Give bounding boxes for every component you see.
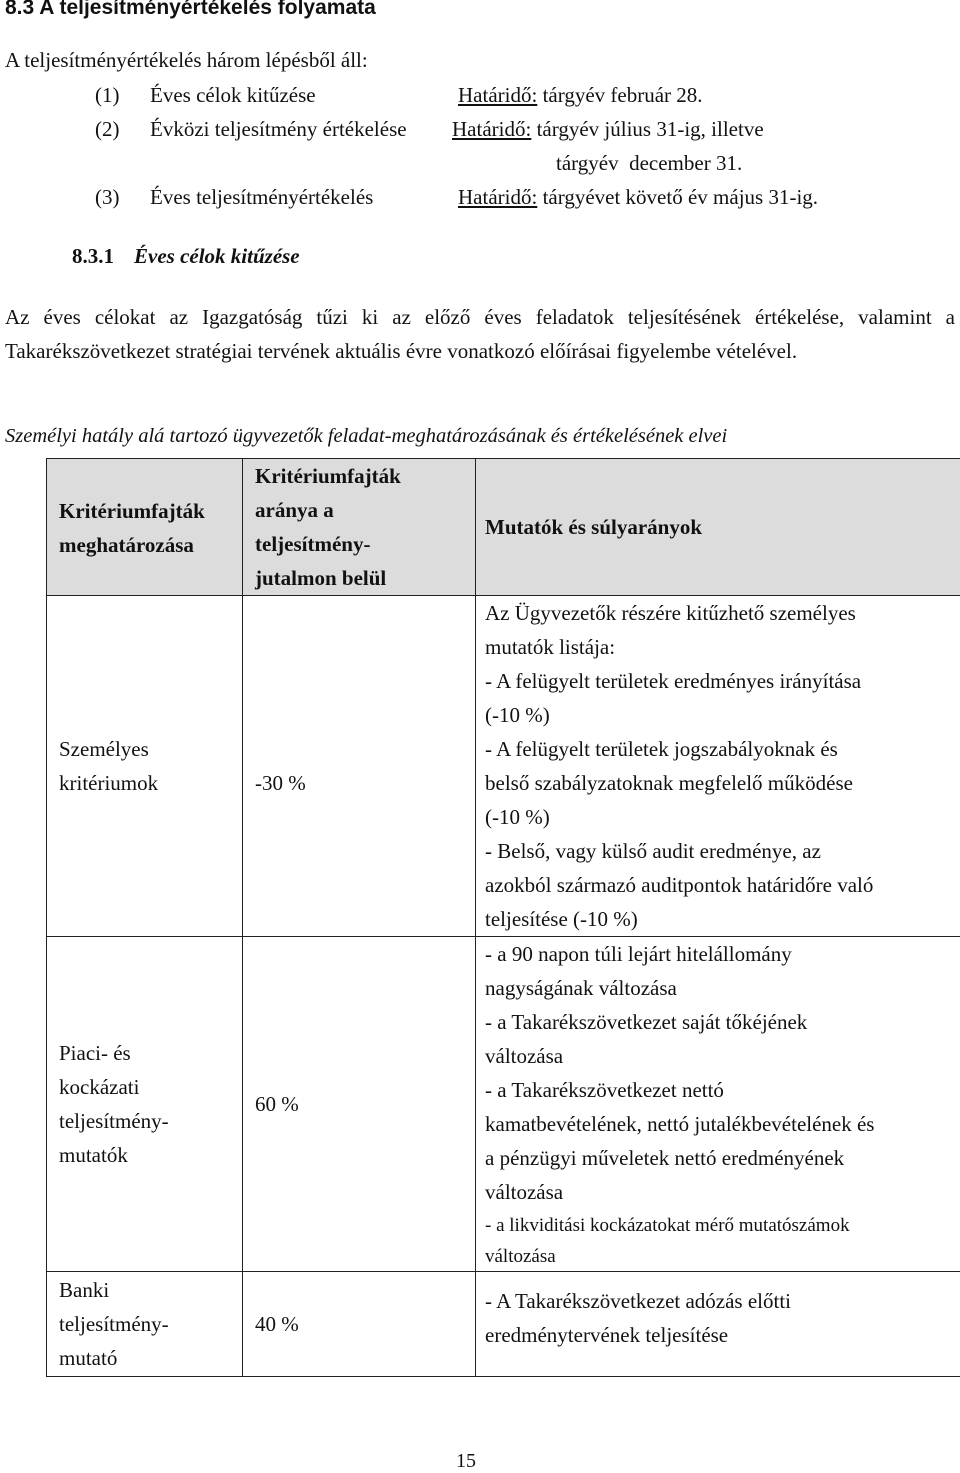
table-row — [47, 937, 960, 1272]
step-3-name: Éves teljesítményértékelés — [150, 185, 374, 209]
step-3-number: (3) — [95, 185, 120, 209]
step-2-deadline-cont: tárgyév december 31. — [556, 151, 743, 175]
deadline-label: Határidő: — [458, 83, 538, 107]
step-1-number: (1) — [95, 83, 120, 107]
intro-text: A teljesítményértékelés három lépésből áll: — [5, 48, 368, 72]
table-caption: Személyi hatály alá tartozó ügyvezetők feladat-meghatározásának és értékelésének elvei — [5, 425, 728, 447]
indicators-cell: - a 90 napon túli lejárt hitelállomány nagyságának változása - a Takarékszövetkezet saját tőkéjének változása - a Takarékszövetkezet nettó kamatbevételének, nettó jutalékbevételének és a pénzügyi műveletek nettó eredményének változása - a likviditási kockázatokat mérő mutatószámok változása — [476, 937, 960, 1272]
criteria-cell: Személyes kritériumok — [47, 596, 243, 937]
header-indicators: Mutatók és súlyarányok — [476, 459, 960, 596]
table-row — [47, 1272, 960, 1377]
step-2-name: Évközi teljesítmény értékelése — [150, 117, 407, 141]
ratio-cell: 40 % — [243, 1272, 476, 1377]
ratio-cell: -30 % — [243, 596, 476, 937]
indicators-cell: Az Ügyvezetők részére kitűzhető személyes mutatók listája: - A felügyelt területek eredményes irányítása (-10 %) - A felügyelt területek jogszabályoknak és belső szabályzatoknak megfelelő működése (-10 %) - Belső, vagy külső audit eredménye, az azokból származó auditpontok határidőre való teljesítése (-10 %) — [476, 596, 960, 937]
step-1-deadline — [458, 83, 703, 108]
section-title: 8.3 A teljesítményértékelés folyamata — [5, 0, 376, 19]
header-criteria-ratio: Kritériumfajták aránya a teljesítmény- jutalmon belül — [243, 459, 476, 596]
criteria-cell: Piaci- és kockázati teljesítmény- mutatók — [47, 937, 243, 1272]
step-3-deadline — [458, 185, 818, 210]
deadline-label: Határidő: — [452, 117, 532, 141]
body-paragraph: Az éves célokat az Igazgatóság tűzi ki az előző éves feladatok teljesítésének értékelése, valamint a Takarékszövetkezet stratégiai tervének aktuális évre vonatkozó előírásai figyelembe vételével. — [5, 305, 955, 363]
deadline-value: tárgyévet követő év május 31-ig. — [542, 185, 819, 209]
criteria-table — [46, 458, 960, 1377]
subsection-heading — [72, 244, 300, 269]
header-criteria-definition: Kritériumfajták meghatározása — [47, 459, 243, 596]
page-number: 15 — [456, 1450, 476, 1472]
step-1-name: Éves célok kitűzése — [150, 83, 316, 107]
ratio-cell: 60 % — [243, 937, 476, 1272]
step-2-deadline — [452, 117, 764, 142]
criteria-cell: Banki teljesítmény- mutató — [47, 1272, 243, 1377]
deadline-value: tárgyév július 31-ig, illetve — [536, 117, 764, 141]
deadline-label: Határidő: — [458, 185, 538, 209]
step-2-number: (2) — [95, 117, 120, 141]
deadline-value: tárgyév február 28. — [542, 83, 703, 107]
table-row — [47, 596, 960, 937]
indicators-cell: - A Takarékszövetkezet adózás előtti eredménytervének teljesítése — [476, 1272, 960, 1377]
subsection-number: 8.3.1 — [72, 244, 114, 268]
subsection-title: Éves célok kitűzése — [134, 244, 300, 268]
